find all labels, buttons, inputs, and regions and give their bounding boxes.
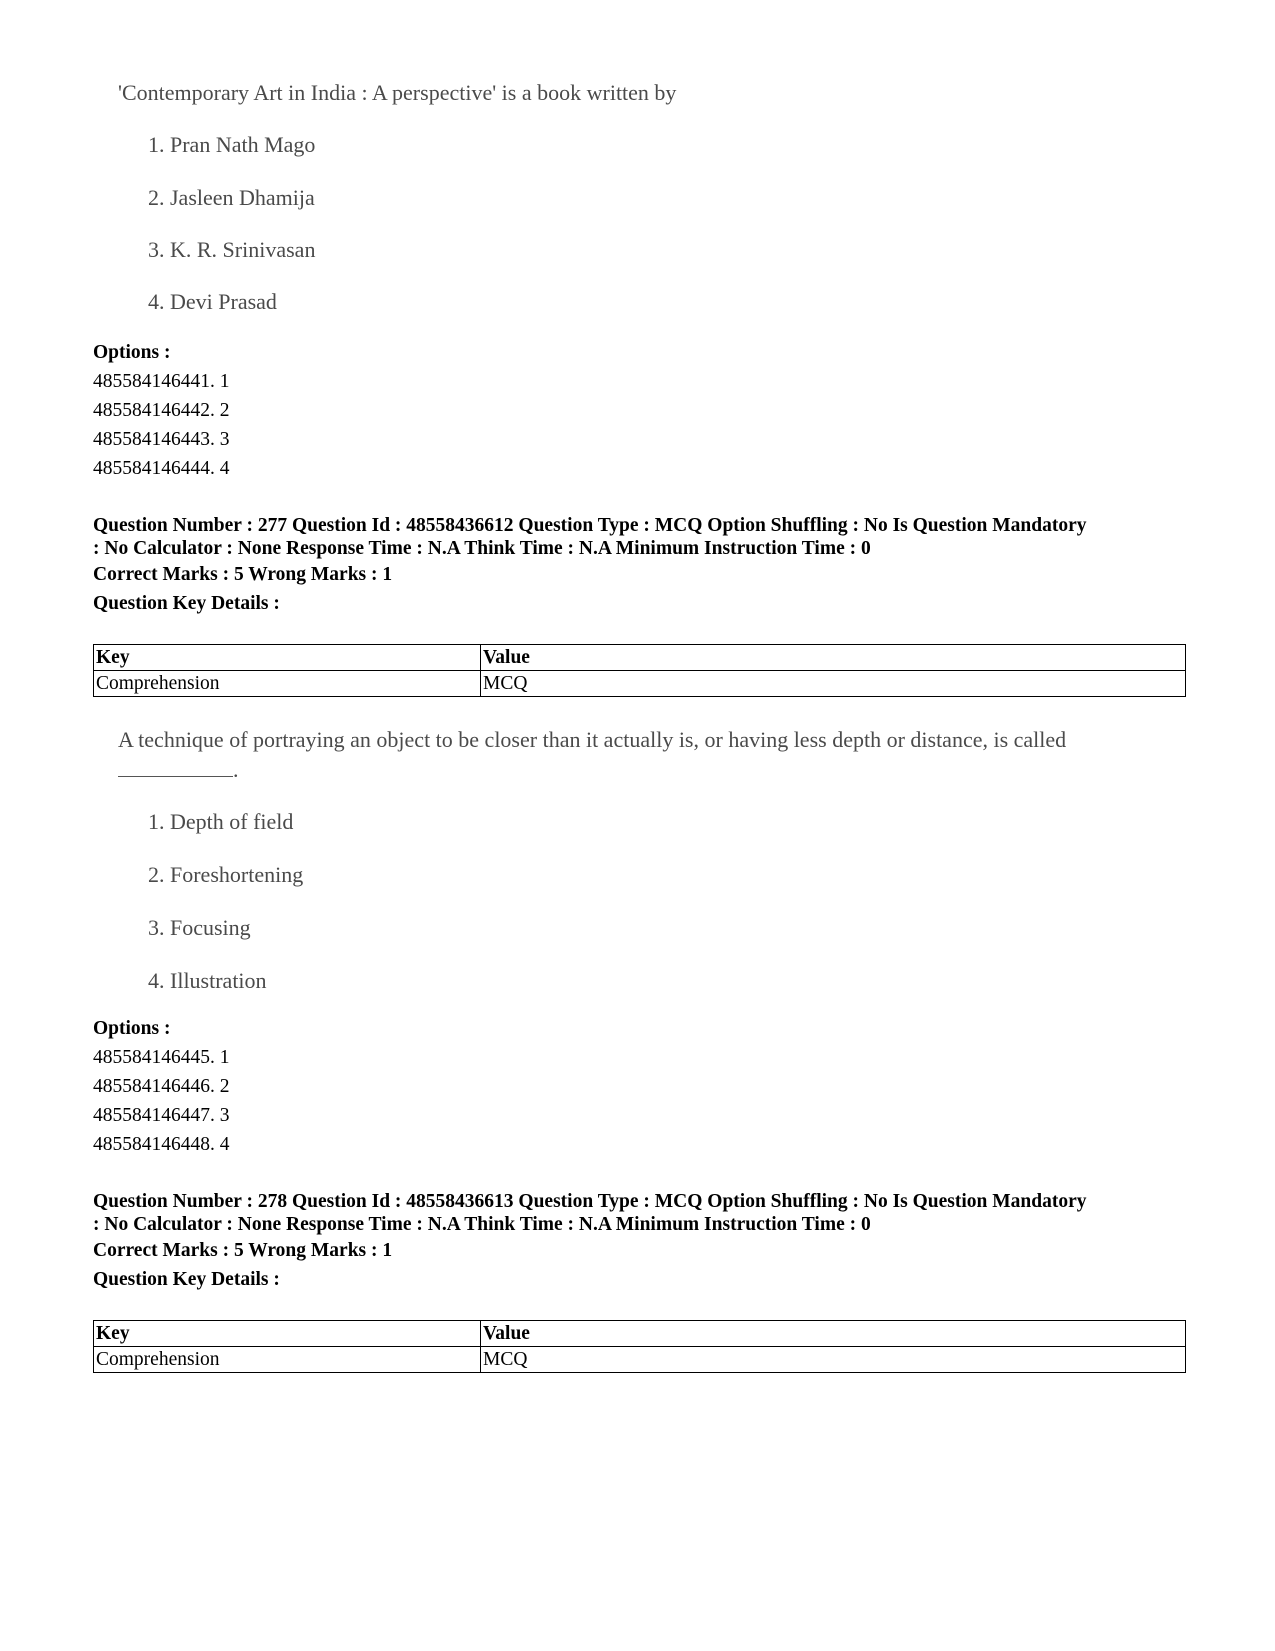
blank-end: .: [233, 757, 239, 782]
table-header-row: [94, 1321, 1186, 1347]
question-277-choice-3: 3. Focusing: [148, 915, 251, 940]
question-276-choice-1: 1. Pran Nath Mago: [148, 132, 316, 157]
option-item: 485584146448. 4: [93, 1134, 230, 1155]
table-cell: MCQ: [481, 1347, 1186, 1373]
question-277-key-table: [93, 644, 1186, 697]
question-277-choice-1: 1. Depth of field: [148, 809, 294, 834]
table-row: [94, 671, 1186, 697]
question-277-meta-line-2: : No Calculator : None Response Time : N.A Think Time : N.A Minimum Instruction Time : 0: [93, 538, 871, 559]
table-cell: Comprehension: [94, 671, 481, 697]
table-cell: MCQ: [481, 671, 1186, 697]
question-277-header: [93, 514, 1183, 618]
table-cell: Comprehension: [94, 1347, 481, 1373]
option-item: 485584146444. 4: [93, 458, 230, 479]
option-item: 485584146446. 2: [93, 1076, 230, 1097]
question-276-image: [118, 80, 677, 314]
blank-line: [118, 762, 233, 777]
options-label: Options :: [93, 1018, 171, 1039]
table-header-key: Key: [94, 645, 481, 671]
question-277-blank: [118, 757, 1066, 783]
question-278-meta-line-1: Question Number : 278 Question Id : 48558436613 Question Type : MCQ Option Shuffling : No Is Question Mandatory: [93, 1191, 1087, 1212]
option-item: 485584146442. 2: [93, 400, 230, 421]
question-278-meta-line-2: : No Calculator : None Response Time : N.A Think Time : N.A Minimum Instruction Time : 0: [93, 1214, 871, 1235]
option-item: 485584146445. 1: [93, 1047, 230, 1068]
question-276-choice-3: 3. K. R. Srinivasan: [148, 237, 316, 262]
table-row: [94, 1347, 1186, 1373]
question-277-stem: A technique of portraying an object to be closer than it actually is, or having less depth or distance, is called: [118, 727, 1067, 752]
question-278-key-details-label: Question Key Details :: [93, 1269, 280, 1290]
option-item: 485584146447. 3: [93, 1105, 230, 1126]
option-item: 485584146443. 3: [93, 429, 230, 450]
table-header-key: Key: [94, 1321, 481, 1347]
table-header-row: [94, 645, 1186, 671]
option-item: 485584146441. 1: [93, 371, 230, 392]
question-276-choice-2: 2. Jasleen Dhamija: [148, 185, 315, 210]
question-277-marks: Correct Marks : 5 Wrong Marks : 1: [93, 564, 393, 585]
question-278-key-table: [93, 1320, 1186, 1373]
question-276-options: [93, 338, 1183, 483]
question-277-choice-2: 2. Foreshortening: [148, 862, 304, 887]
question-277-image: [118, 727, 1067, 993]
question-277-options: [93, 1014, 1183, 1159]
question-277-meta-line-1: Question Number : 277 Question Id : 48558436612 Question Type : MCQ Option Shuffling : No Is Question Mandatory: [93, 515, 1087, 536]
question-276-choice-4: 4. Devi Prasad: [148, 289, 277, 314]
table-header-value: Value: [481, 1321, 1186, 1347]
question-278-header: [93, 1190, 1183, 1294]
options-label: Options :: [93, 342, 171, 363]
question-277-key-details-label: Question Key Details :: [93, 593, 280, 614]
question-276-stem: 'Contemporary Art in India : A perspective' is a book written by: [118, 80, 677, 105]
question-278-marks: Correct Marks : 5 Wrong Marks : 1: [93, 1240, 393, 1261]
table-header-value: Value: [481, 645, 1186, 671]
question-277-choice-4: 4. Illustration: [148, 968, 267, 993]
